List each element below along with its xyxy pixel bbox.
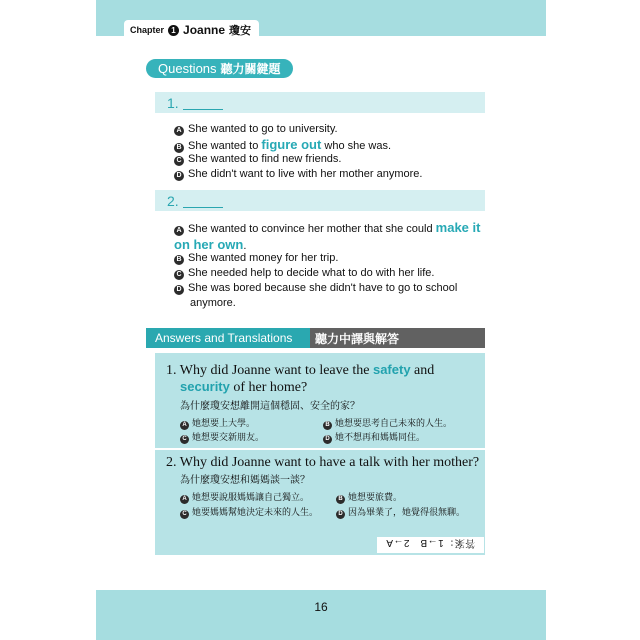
answers-divider	[155, 448, 485, 450]
a2-option-b	[336, 490, 402, 504]
answer-blank	[183, 96, 223, 110]
q1-option-c	[174, 152, 494, 167]
answers-title-en: Answers and Translations	[146, 328, 310, 348]
option-letter-b: B	[336, 495, 345, 504]
option-text: 她想要旅費。	[348, 492, 403, 502]
chapter-word: Chapter	[130, 25, 165, 35]
option-text-pre: She wanted to	[188, 140, 262, 152]
option-letter-d: D	[336, 510, 345, 519]
option-letter-a: A	[174, 226, 184, 236]
answer-1-translation: 為什麼瓊安想離開這個穩固、安全的家？	[180, 401, 360, 412]
question-highlight: security	[180, 379, 230, 394]
option-text-line1: She was bored because she didn't have to go to school	[188, 282, 458, 294]
answer-2-question: 2. Why did Joanne want to have a talk with her mother?	[166, 455, 480, 470]
option-text: 她想要說服媽媽讓自己獨立。	[192, 492, 310, 502]
option-letter-b: B	[323, 421, 332, 430]
option-text: 她想要上大學。	[192, 418, 256, 428]
questions-title-zh: 聽力關鍵題	[220, 62, 281, 76]
answer-key-upside-down: 答案：1→B 2→A	[377, 537, 484, 553]
option-letter-c: C	[180, 435, 189, 444]
option-letter-a: A	[180, 495, 189, 504]
q2-option-b	[174, 251, 494, 266]
option-text: 她想要思考自己未來的人生。	[335, 418, 453, 428]
option-text: She needed help to decide what to do with her life.	[188, 267, 435, 279]
questions-title-en: Questions	[158, 61, 217, 76]
page-number: 16	[314, 600, 328, 614]
question-2-number: 2.	[167, 192, 179, 209]
option-text-post: who she was.	[321, 140, 392, 152]
option-letter-c: C	[174, 156, 184, 166]
answer-blank	[183, 194, 223, 208]
q2-option-c	[174, 266, 494, 281]
question-text: of her home?	[229, 380, 308, 395]
option-text-line2: anymore.	[190, 297, 236, 309]
a2-option-c	[180, 505, 318, 519]
option-letter-b: B	[174, 143, 184, 153]
q1-option-d	[174, 167, 494, 182]
a2-option-d	[336, 505, 465, 519]
option-text-pre: She wanted to convince her mother that she could	[188, 223, 436, 235]
option-letter-c: C	[174, 270, 184, 280]
chapter-name: Joanne	[183, 23, 226, 37]
q2-option-a	[174, 220, 490, 254]
answer-2-translation: 為什麼瓊安想和媽媽談一談？	[180, 475, 310, 486]
option-text: 她想要交新朋友。	[192, 432, 265, 442]
q1-option-a	[174, 122, 494, 137]
answers-header	[146, 328, 485, 348]
option-text: 她不想再和媽媽同住。	[335, 432, 426, 442]
option-text-post: .	[243, 240, 247, 252]
option-letter-d: D	[174, 171, 184, 181]
option-letter-d: D	[323, 435, 332, 444]
chapter-name-zh: 瓊安	[229, 25, 252, 37]
option-text: She wanted to find new friends.	[188, 153, 342, 165]
question-text: 1. Why did Joanne want to leave the	[166, 363, 373, 378]
option-letter-c: C	[180, 510, 189, 519]
option-text: She didn't want to live with her mother anymore.	[188, 168, 423, 180]
a2-option-a	[180, 490, 309, 504]
question-1-number: 1.	[167, 94, 179, 111]
option-letter-a: A	[180, 421, 189, 430]
option-letter-b: B	[174, 255, 184, 265]
a1-option-b	[323, 416, 452, 430]
option-letter-a: A	[174, 126, 184, 136]
answer-1-question	[166, 362, 484, 396]
bottom-band	[96, 590, 546, 640]
option-text: She wanted money for her trip.	[188, 252, 339, 264]
a1-option-c	[180, 430, 264, 444]
chapter-number: 1	[168, 25, 179, 36]
option-highlight: make it on her own	[174, 220, 481, 252]
a1-option-a	[180, 416, 255, 430]
questions-header	[146, 59, 293, 78]
question-1-bar	[155, 92, 485, 113]
question-highlight: safety	[372, 362, 411, 377]
option-text: 因為畢業了，她覺得很無聊。	[348, 507, 466, 517]
option-highlight: figure out	[261, 137, 322, 152]
question-2-bar	[155, 190, 485, 211]
question-text: and	[410, 363, 435, 378]
answers-title-zh: 聽力中譯與解答	[310, 328, 485, 348]
option-letter-d: D	[174, 285, 184, 295]
option-text: 她要媽媽幫她決定未來的人生。	[192, 507, 319, 517]
chapter-tab	[124, 20, 259, 40]
a1-option-d	[323, 430, 425, 444]
q2-option-d	[174, 281, 494, 311]
option-text: She wanted to go to university.	[188, 123, 338, 135]
